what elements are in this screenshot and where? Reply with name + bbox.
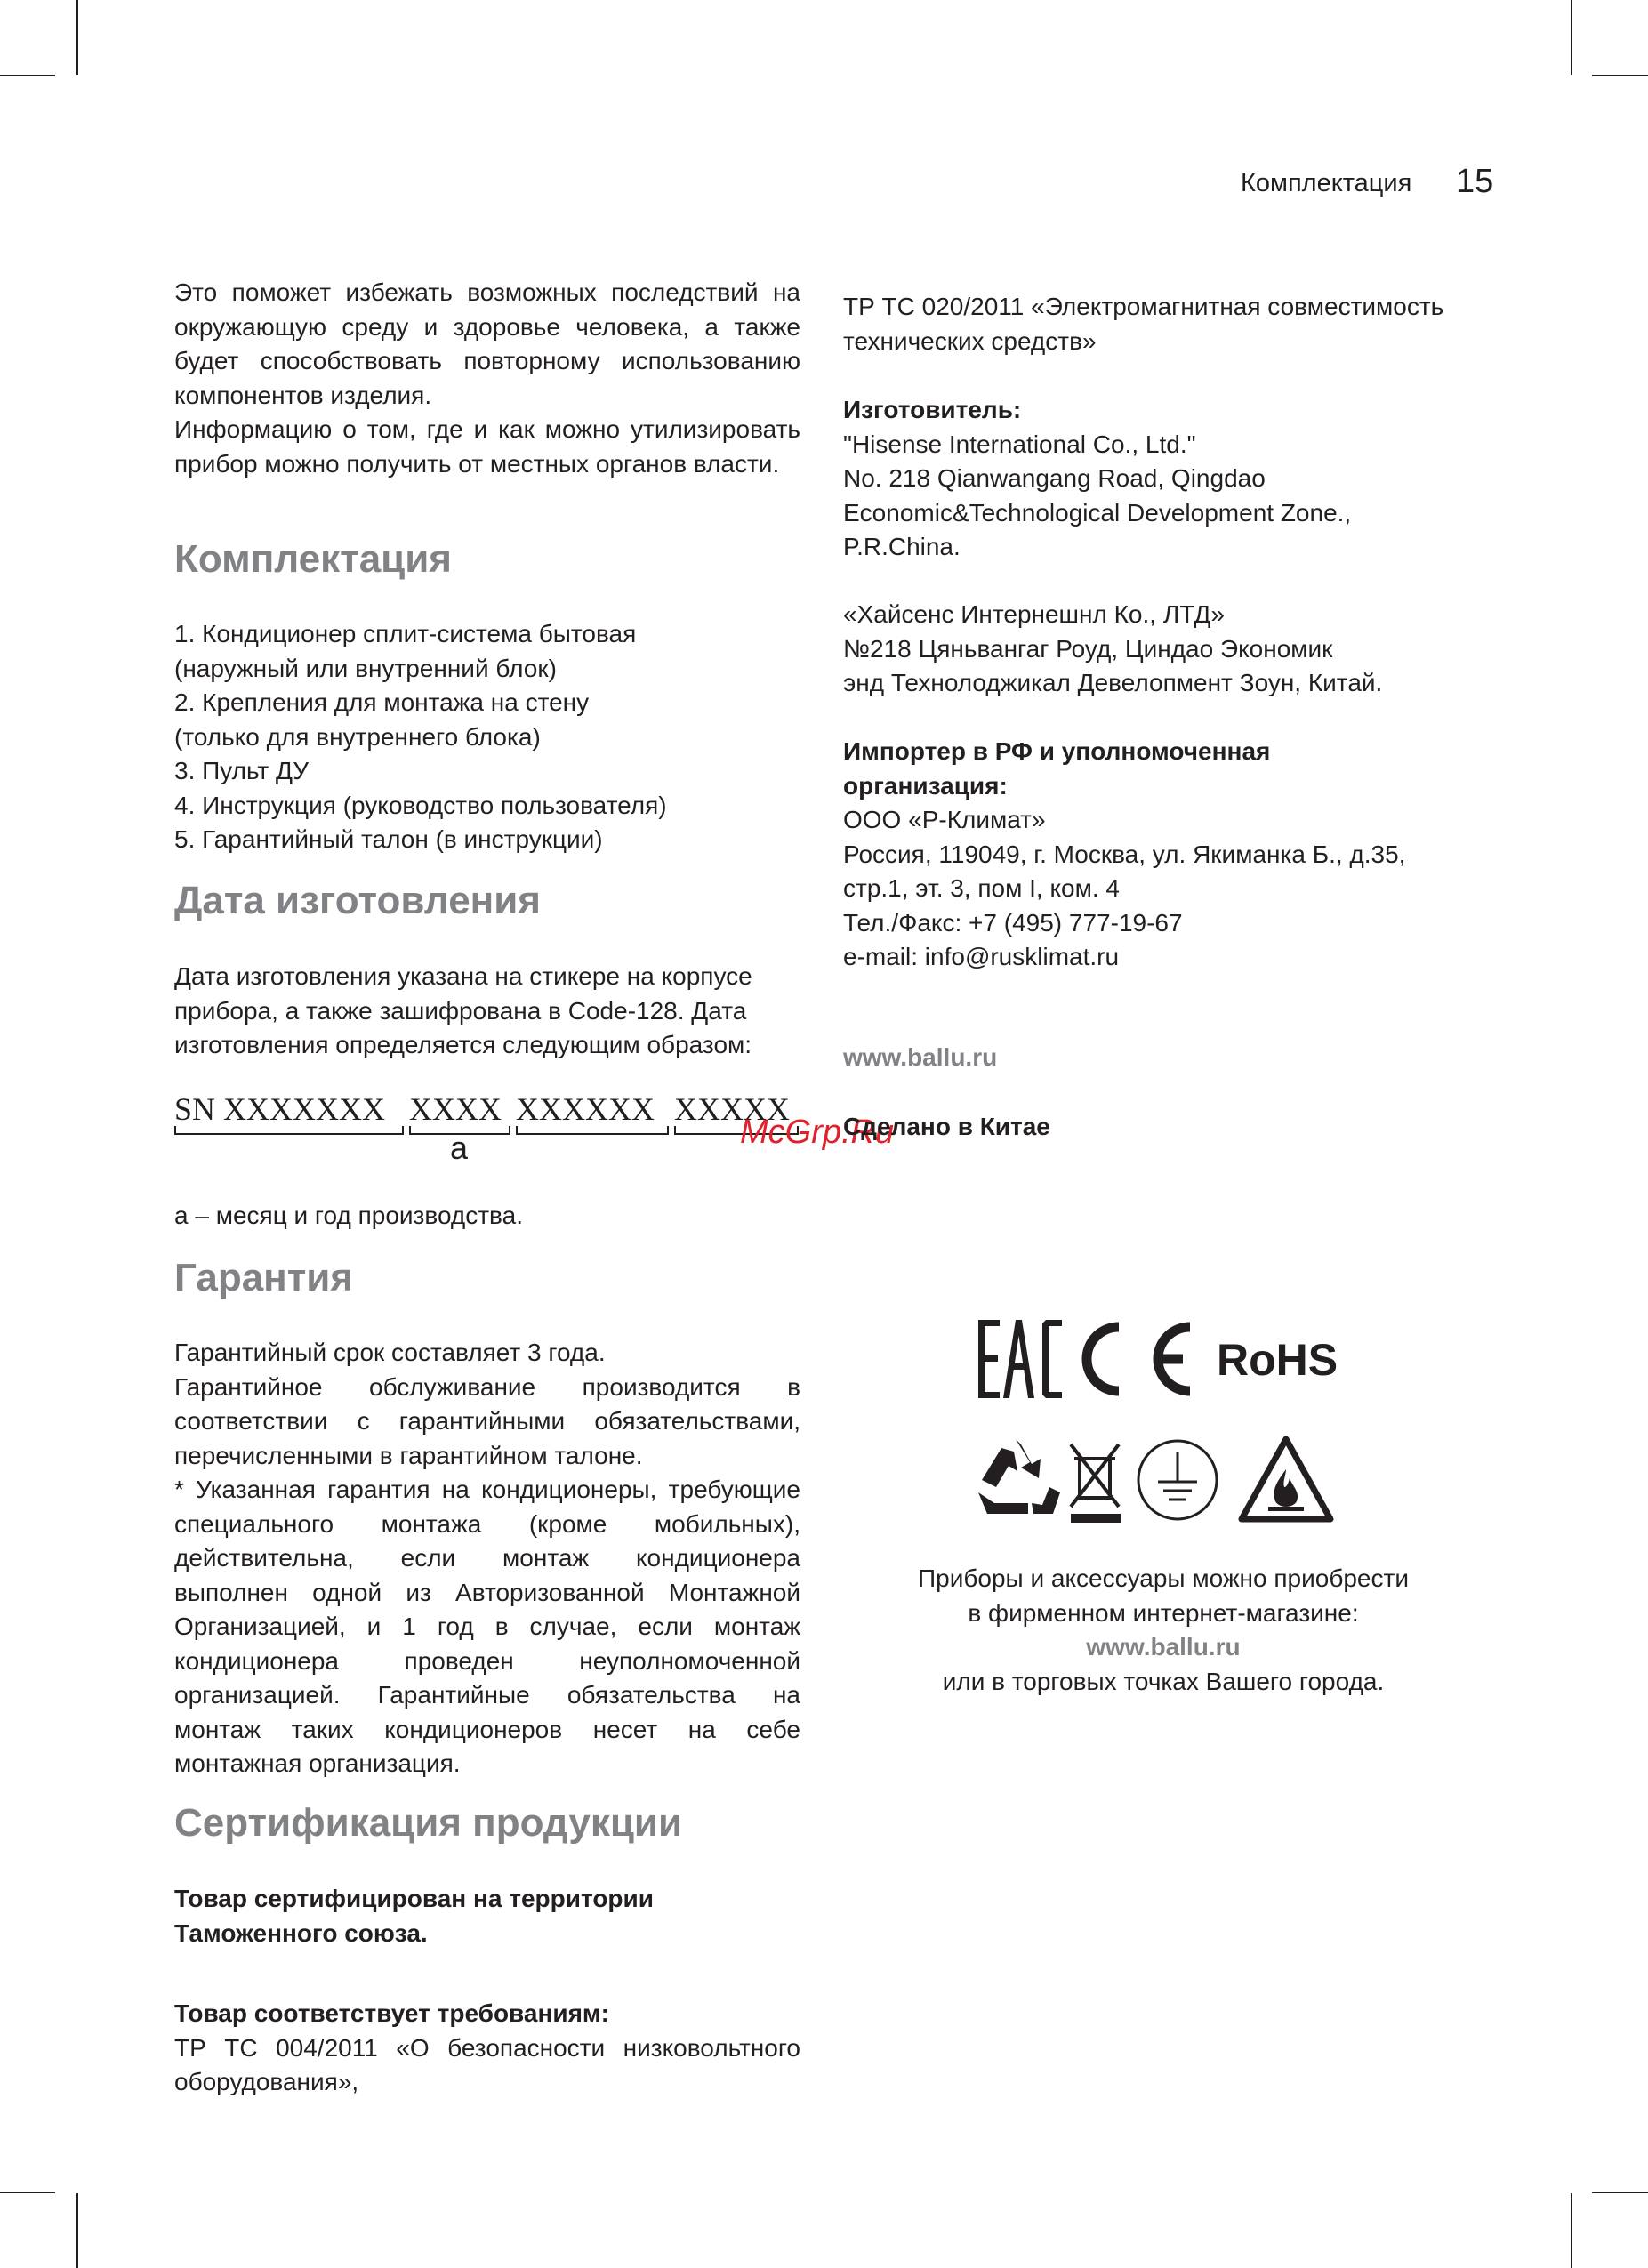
- list-item: 3. Пульт ДУ: [174, 757, 310, 784]
- requirements-label: Товар соответствует требованиям:: [174, 1999, 609, 2027]
- manufacturer-label: Изготовитель:: [843, 396, 1022, 423]
- date-note: a – месяц и год производства.: [174, 1202, 523, 1229]
- sn-bracket: [174, 1126, 404, 1135]
- komplektaciya-list: [174, 617, 800, 857]
- ground-symbol-icon: [1138, 1441, 1217, 1519]
- sn-segment: XXXX: [409, 1091, 502, 1127]
- weee-bin-icon: [1071, 1444, 1121, 1523]
- warranty-paragraph: Гарантийное обслуживание производится в соответствии с гарантийными обязательствами, перечисленными в гарантийном талоне.: [174, 1372, 800, 1469]
- sn-label-a: a: [450, 1130, 469, 1166]
- serial-number-diagram: [174, 1090, 799, 1166]
- purchase-line: Приборы и аксессуары можно приобрести: [918, 1564, 1409, 1592]
- warranty-paragraph: * Указанная гарантия на кондиционеры, требующие специального монтажа (кроме мобильных), действительна, если монтаж кондиционера выполнен одной из Авторизованной Монтажной Организацией, и 1 год в случае, если монтаж кондиционера проведен неуполномоченной организацией. Гарантийные обязательства на монтаж таких кондиционеров несет на себе монтажная организация.: [174, 1476, 800, 1777]
- list-item: 5. Гарантийный талон (в инструкции): [174, 825, 603, 853]
- importer-line: Тел./Факс: +7 (495) 777-19-67: [843, 908, 1183, 937]
- intro-paragraph: Информацию о том, где и как можно утилизировать прибор можно получить от местных органов власти.: [174, 415, 800, 478]
- crop-mark: [1571, 0, 1572, 75]
- made-in-text: Сделано в Китае: [843, 1113, 1050, 1140]
- manufacturer-ru-line: «Хайсенс Интернешнл Ко., ЛТД»: [843, 600, 1225, 628]
- heading-warranty: Гарантия: [174, 1256, 354, 1299]
- warranty-text: [174, 1336, 800, 1781]
- importer-line: ООО «Р-Климат»: [843, 806, 1046, 833]
- manufacturer-block: [843, 393, 1483, 565]
- eac-mark-icon: [978, 1320, 1062, 1398]
- heading-komplektaciya: Комплектация: [174, 537, 452, 581]
- crop-mark: [76, 2193, 78, 2268]
- manufacturer-ru-block: [843, 598, 1483, 701]
- manufacturer-line: Economic&Technological Development Zone.,: [843, 498, 1352, 527]
- sn-segment: XXXXXX: [516, 1091, 655, 1127]
- manufacturer-line: P.R.China.: [843, 533, 961, 560]
- purchase-website-link[interactable]: www.ballu.ru: [1086, 1633, 1241, 1661]
- heading-certification: Сертификация продукции: [174, 1801, 683, 1845]
- purchase-info: [843, 1562, 1483, 1699]
- sn-segment: XXXXX: [674, 1091, 790, 1127]
- intro-text: [174, 276, 800, 481]
- list-item: 2. Крепления для монтажа на стену: [174, 688, 590, 716]
- list-item: 4. Инструкция (руководство пользователя): [174, 791, 667, 819]
- crop-mark: [1592, 2192, 1648, 2193]
- crop-mark: [0, 75, 55, 76]
- list-item: (наружный или внутренний блок): [174, 654, 557, 682]
- warranty-paragraph: Гарантийный срок составляет 3 года.: [174, 1339, 606, 1366]
- certification-requirements: [174, 1997, 800, 2100]
- watermark: McGrp.Ru: [740, 1114, 895, 1151]
- manufacturer-line: No. 218 Qianwangang Road, Qingdao: [843, 464, 1266, 492]
- manufacturer-ru-line: энд Технолоджикал Девелопмент Зоун, Китай.: [843, 669, 1383, 696]
- heading-date: Дата изготовления: [174, 879, 541, 922]
- importer-label: Импортер в РФ и уполномоченная организация:: [843, 737, 1271, 800]
- purchase-line: в фирменном интернет-магазине:: [968, 1598, 1359, 1627]
- purchase-line: или в торговых точках Вашего города.: [942, 1667, 1385, 1695]
- importer-block: [843, 735, 1483, 975]
- flammable-warning-icon: [1242, 1439, 1330, 1519]
- running-header-title: Комплектация: [1241, 169, 1412, 197]
- manufacturer-line: "Hisense International Co., Ltd.": [843, 430, 1196, 458]
- importer-line: Россия, 119049, г. Москва, ул. Якиманка Б., д.35,: [843, 840, 1406, 868]
- recycle-icon: [978, 1439, 1060, 1514]
- crop-mark: [0, 2192, 55, 2193]
- ce-mark-icon: [1087, 1327, 1190, 1391]
- list-item: (только для внутреннего блока): [174, 722, 541, 751]
- website-link[interactable]: www.ballu.ru: [843, 1043, 998, 1071]
- sn-bracket: [516, 1126, 669, 1135]
- certification-bold-1: [174, 1882, 726, 1950]
- certification-marks: [977, 1315, 1350, 1403]
- date-text: Дата изготовления указана на стикере на корпусе прибора, а также зашифрована в Code-128. Дата изготовления определяется следующим образом:: [174, 962, 752, 1058]
- importer-line: стр.1, эт. 3, пом I, ком. 4: [843, 874, 1121, 902]
- crop-mark: [1592, 75, 1648, 76]
- symbols-row: [975, 1436, 1348, 1524]
- made-in: [843, 1110, 1483, 1145]
- crop-mark: [76, 0, 78, 75]
- intro-paragraph: Это поможет избежать возможных последствий на окружающую среду и здоровье человека, а также будет способствовать повторному использованию компонентов изделия.: [174, 278, 800, 409]
- requirements-text: ТР ТС 004/2011 «О безопасности низковольтного оборудования»,: [174, 2033, 800, 2095]
- rohs-mark: RoHS: [1217, 1335, 1338, 1385]
- page-number: 15: [1456, 163, 1494, 200]
- list-item: 1. Кондиционер сплит-система бытовая: [174, 620, 637, 647]
- tr-line: ТР ТС 020/2011 «Электромагнитная совместимость технических средств»: [843, 293, 1444, 355]
- crop-mark: [1571, 2193, 1572, 2268]
- manufacturer-ru-line: №218 Цяньвангаг Роуд, Циндао Экономик: [843, 634, 1333, 663]
- certification-statement: Товар сертифицирован на территории Таможенного союза.: [174, 1885, 654, 1947]
- importer-line: e-mail: info@rusklimat.ru: [843, 943, 1120, 970]
- sn-segment: SN XXXXXXX: [174, 1091, 386, 1127]
